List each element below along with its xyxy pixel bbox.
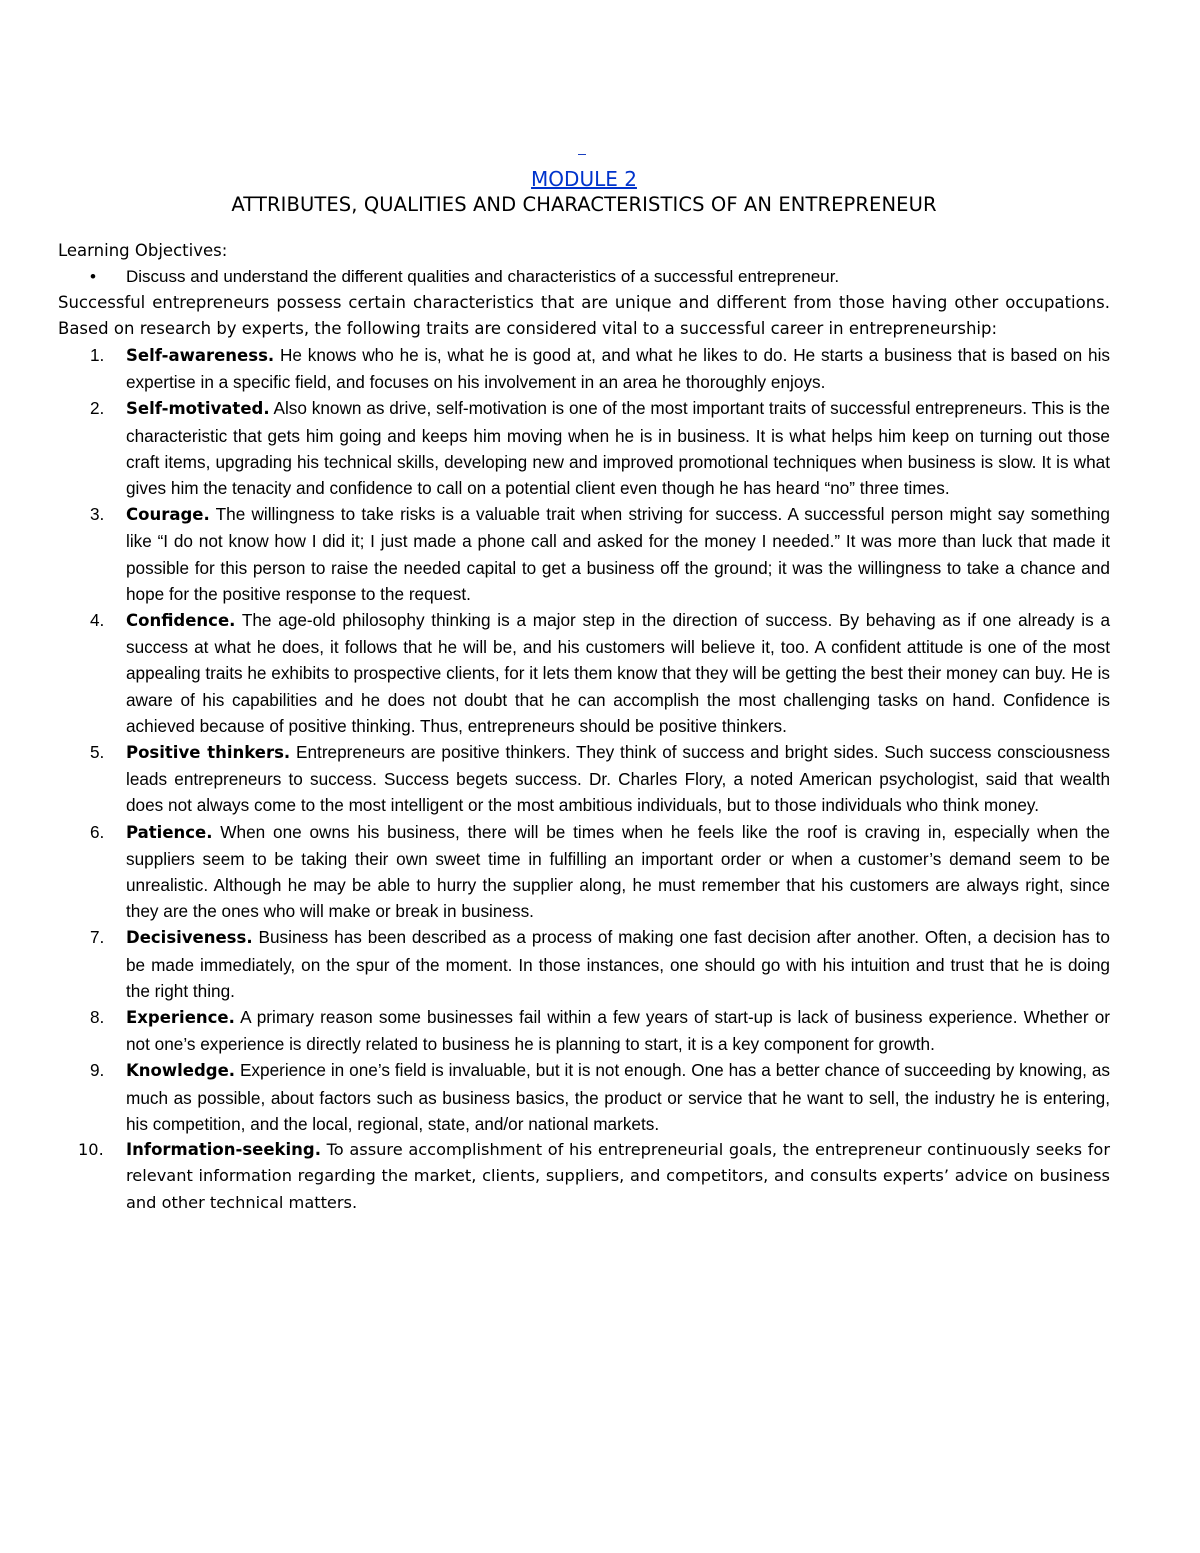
trait-text: He knows who he is, what he is good at, and what he likes to do. He starts a business that is based on his expertise in a specific field, and focuses on his involvement in an area he thoroughly enjoys. <box>126 345 1110 393</box>
bullet-icon: • <box>90 267 96 286</box>
trait-number: 8. <box>90 1007 105 1028</box>
trait-term: Self-motivated. <box>126 399 270 419</box>
trait-text: Experience in one’s field is invaluable, but it is not enough. One has a better chance of succeeding by knowing, as much as possible, about factors such as business basics, the product or service that he want to sell, the industry he is entering, his competition, and the local, regional, state, and/or national markets. <box>126 1060 1110 1134</box>
trait-item <box>58 1137 1110 1216</box>
trait-term: Confidence. <box>126 611 236 631</box>
intro-paragraph: Successful entrepreneurs possess certain characteristics that are unique and different from those having other occupations. Based on research by experts, the following traits are considered vital to a successful career in entrepreneurship: <box>58 293 1110 338</box>
trait-item <box>58 607 1110 739</box>
trait-term: Decisiveness. <box>126 928 253 948</box>
learning-objective-item <box>58 264 1110 290</box>
trait-text: Also known as drive, self-motivation is one of the most important traits of successful entrepreneurs. This is the characteristic that gets him going and keeps him moving when he is in business. It is what helps him keep on turning out those craft items, upgrading his technical skills, developing new and improved promotional techniques when business is slow. It is what gives him the tenacity and confidence to call on a potential client even though he has heard “no” three times. <box>126 398 1110 499</box>
trait-item <box>58 395 1110 501</box>
trait-term: Positive thinkers. <box>126 743 291 763</box>
trait-text: When one owns his business, there will be times when he feels like the roof is craving in, especially when the suppliers seem to be taking their own sweet time in fulfilling an important order or when a customer’s demand seem to be unrealistic. Although he may be able to hurry the supplier along, he must remember that his customers are always right, since they are the ones who will make or break in business. <box>126 821 1110 922</box>
trait-term: Patience. <box>126 822 213 842</box>
trait-number: 2. <box>90 398 105 419</box>
trait-item <box>58 342 1110 395</box>
trait-term: Experience. <box>126 1008 235 1028</box>
learning-objectives-heading: Learning Objectives: <box>58 241 228 260</box>
trait-text: Entrepreneurs are positive thinkers. They think of success and bright sides. Such success consciousness leads entrepreneurs to success. Success begets success. Dr. Charles Flory, a noted American psychologist, said that wealth does not always come to the most intelligent or the most ambitious individuals, but to those individuals who think money. <box>126 742 1110 816</box>
trait-number: 5. <box>90 742 105 763</box>
module-label: MODULE 2 <box>531 167 637 191</box>
trait-number: 6. <box>90 821 105 842</box>
traits-list <box>58 342 1110 1216</box>
trait-term: Courage. <box>126 505 210 525</box>
trait-text: Business has been described as a process of making one fast decision after another. Often, a decision has to be made immediately, on the spur of the moment. In those instances, one should go with his intuition and trust that he is doing the right thing. <box>126 927 1110 1001</box>
document-page <box>58 156 1110 1216</box>
trait-text: The age-old philosophy thinking is a major step in the direction of success. By behaving as if one already is a success at what he does, it follows that he will be, and his customers will believe it, too. A confident attitude is one of the most appealing traits he exhibits to prospective clients, for it lets them know that they will be getting the best their money can buy. He is aware of his capabilities and he does not doubt that he can accomplish the most challenging tasks on hand. Confidence is achieved because of positive thinking. Thus, entrepreneurs should be positive thinkers. <box>126 610 1110 736</box>
trait-number: 7. <box>90 927 105 948</box>
trait-number: 1. <box>90 345 105 365</box>
trait-text: To assure accomplishment of his entrepreneurial goals, the entrepreneur continuously seeks for relevant information regarding the market, clients, suppliers, and competitors, and consults experts’ advice on business and other technical matters. <box>126 1140 1110 1212</box>
learning-objective-text: Discuss and understand the different qualities and characteristics of a successful entrepreneur. <box>126 267 840 286</box>
trait-text: A primary reason some businesses fail within a few years of start-up is lack of business experience. Whether or not one’s experience is directly related to business he is planning to start, it is a key component for growth. <box>126 1007 1110 1055</box>
trait-number: 4. <box>90 610 105 631</box>
trait-number: 3. <box>90 504 105 525</box>
trait-item <box>58 739 1110 819</box>
trait-text: The willingness to take risks is a valuable trait when striving for success. A successful person might say something like “I do not know how I did it; I just made a phone call and asked for the money I needed.” It was more than luck that made it possible for this person to raise the needed capital to get a business off the ground; it was the willingness to take a chance and hope for the positive response to the request. <box>126 504 1110 604</box>
trait-number: 10. <box>78 1140 104 1160</box>
trait-item <box>58 501 1110 607</box>
trait-item <box>58 924 1110 1004</box>
trait-number: 9. <box>90 1060 105 1081</box>
header-mark <box>578 154 586 155</box>
trait-term: Self-awareness. <box>126 346 275 365</box>
trait-item <box>58 819 1110 925</box>
document-title: ATTRIBUTES, QUALITIES AND CHARACTERISTICS OF AN ENTREPRENEUR <box>231 193 937 216</box>
trait-term: Information-seeking. <box>126 1140 321 1160</box>
trait-term: Knowledge. <box>126 1061 236 1081</box>
trait-item <box>58 1057 1110 1137</box>
trait-item <box>58 1004 1110 1057</box>
